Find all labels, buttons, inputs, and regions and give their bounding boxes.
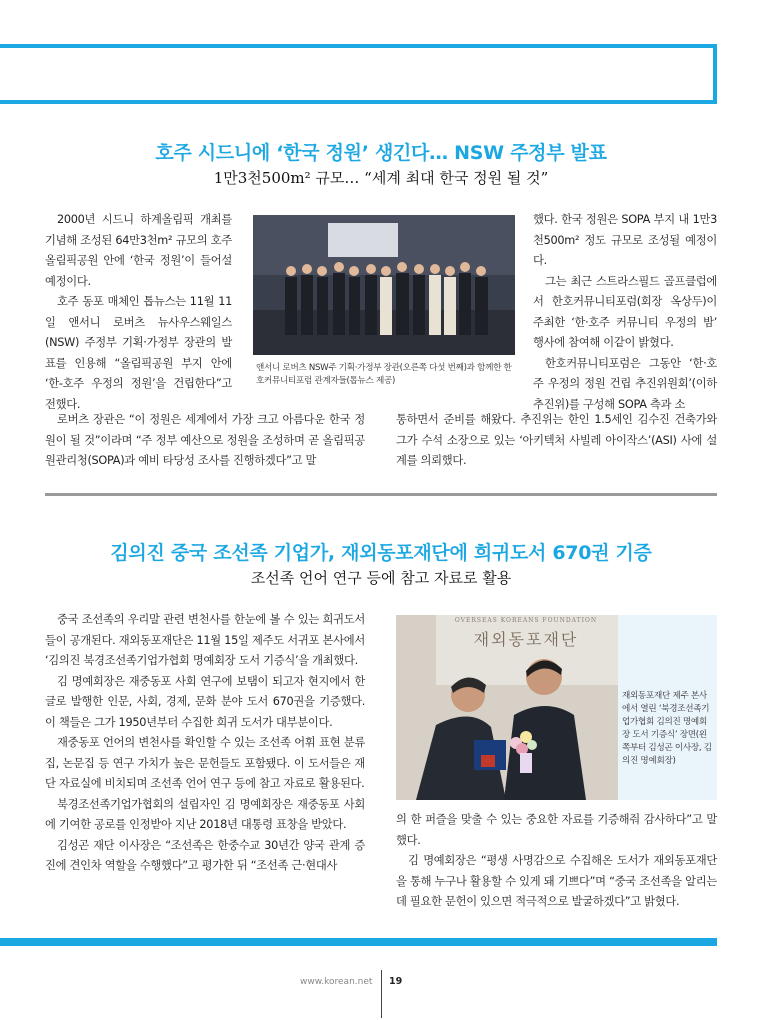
- paragraph: 김 명예회장은 재중동포 사회 연구에 보탬이 되고자 현지에서 한글로 발행한 인문, 사회, 경제, 문화 분야 도서 670권을 기증했다. 이 책들은 그가 1950년부터 수집한 희귀 도서가 대부분이다.: [45, 674, 365, 729]
- article2-left-column: [45, 610, 365, 877]
- article2-title: 김의진 중국 조선족 기업가, 재외동포재단에 희귀도서 670권 기증: [110, 542, 652, 564]
- article1-left-column: [45, 210, 232, 415]
- photo-sign-english: OVERSEAS KOREANS FOUNDATION: [454, 617, 598, 624]
- paragraph: 로버츠 장관은 “이 정원은 세계에서 가장 크고 아름다운 한국 정원이 될 것”이라며 “주 정부 예산으로 정원을 조성하며 곧 올림픽공원관리청(SOPA)과 예비 타당성 조사를 진행하겠다”고 말: [45, 413, 365, 467]
- article2-photo-caption: 재외동포재단 제주 본사에서 열린 ‘북경조선족기업가협회 김의진 명예회장 도서 기증식’ 장면(왼쪽부터 김성곤 이사장, 김의진 명예회장): [622, 691, 712, 766]
- paragraph: 2000년 시드니 하계올림픽 개최를 기념해 조성된 64만3천m² 규모의 호주 올림픽공원 안에 ‘한국 정원’이 들어설 예정이다.: [45, 213, 232, 288]
- paragraph: 통하면서 준비를 해왔다. 추진위는 한인 1.5세인 김수진 건축가와 그가 수석 소장으로 있는 ‘아키텍처 사빌레 아이작스’(ASI) 사에 설계를 의뢰했다.: [396, 413, 717, 467]
- article2-right-column: [396, 810, 717, 913]
- section-divider: [45, 493, 717, 496]
- paragraph: 김 명예회장은 “평생 사명감으로 수집해온 도서가 재외동포재단을 통해 누구나 활용할 수 있게 돼 기쁘다”며 “중국 조선족을 알리는데 필요한 문헌이 있으면 적극적으로 발굴하겠다”고 밝혔다.: [396, 854, 717, 908]
- article1-right-column: [533, 210, 717, 415]
- article2-caption-box: [618, 615, 717, 800]
- paragraph: 호주 동포 매체인 톱뉴스는 11월 11일 앤서니 로버츠 뉴사우스웨일스(NSW) 주정부 기획·가정부 장관의 발표를 인용해 “올림픽공원 부지 안에 ‘한-호주 우정의 정원’을 건립한다”고 전했다.: [45, 295, 232, 411]
- article2-photo: [396, 615, 618, 800]
- paragraph: 의 한 퍼즐을 맞출 수 있는 중요한 자료를 기증해줘 감사하다”고 말했다.: [396, 813, 717, 847]
- page-number: 19: [389, 976, 403, 987]
- group-photo-illustration: [253, 215, 515, 355]
- article1-subtitle: 1만3천500m² 규모… “세계 최대 한국 정원 될 것”: [213, 169, 549, 187]
- paragraph: 한호커뮤니티포럼은 그동안 ‘한·호주 우정의 정원 건립 추진위원회’(이하 추진위)를 구성해 SOPA 측과 소: [533, 356, 717, 411]
- article1-bottom-right: [396, 410, 717, 472]
- footer-url: www.korean.net: [300, 977, 373, 987]
- paragraph: 북경조선족기업가협회의 설립자인 김 명예회장은 재중동포 사회에 기여한 공로를 인정받아 지난 2018년 대통령 표창을 받았다.: [45, 797, 365, 831]
- article1-title: 호주 시드니에 ‘한국 정원’ 생긴다… NSW 주정부 발표: [155, 142, 607, 164]
- paragraph: 그는 최근 스트라스필드 골프클럽에서 한호커뮤니티포럼(회장 옥상두)이 주최한 ‘한·호주 커뮤니티 우정의 밤’ 행사에 참여해 이같이 밝혔다.: [533, 274, 717, 349]
- article1-bottom-left: [45, 410, 365, 472]
- top-header-frame: [0, 44, 717, 104]
- article2-subtitle: 조선족 언어 연구 등에 참고 자료로 활용: [250, 569, 512, 587]
- footer-separator: [381, 970, 382, 1018]
- paragraph: 김성곤 재단 이사장은 “조선족은 한중수교 30년간 양국 관계 증진에 견인차 역할을 수행했다”고 평가한 뒤 “조선족 근·현대사: [45, 838, 365, 872]
- paragraph: 재중동포 언어의 변천사를 확인할 수 있는 조선족 어휘 표현 분류집, 논문집 등 연구 가치가 높은 문헌들도 포함됐다. 이 도서들은 재단 자료실에 비치되며 조선족 언어 연구 등에 참고 자료로 활용된다.: [45, 736, 365, 790]
- bottom-accent-bar: [0, 938, 717, 946]
- article1-photo-caption: 앤서니 로버츠 NSW주 기획·가정부 장관(오른쪽 다섯 번째)과 함께한 한호커뮤니티포럼 관계자들(톱뉴스 제공): [256, 363, 512, 386]
- paragraph: 중국 조선족의 우리말 관련 변천사를 한눈에 볼 수 있는 희귀도서들이 공개된다. 재외동포재단은 11월 15일 제주도 서귀포 본사에서 ‘김의진 북경조선족기업가협회 명예회장 도서 기증식’을 개최했다.: [45, 613, 365, 667]
- paragraph: 했다. 한국 정원은 SOPA 부지 내 1만3천500m² 정도 규모로 조성될 예정이다.: [533, 213, 717, 267]
- article1-photo: [253, 215, 515, 355]
- photo-sign-korean: 재외동포재단: [473, 630, 579, 649]
